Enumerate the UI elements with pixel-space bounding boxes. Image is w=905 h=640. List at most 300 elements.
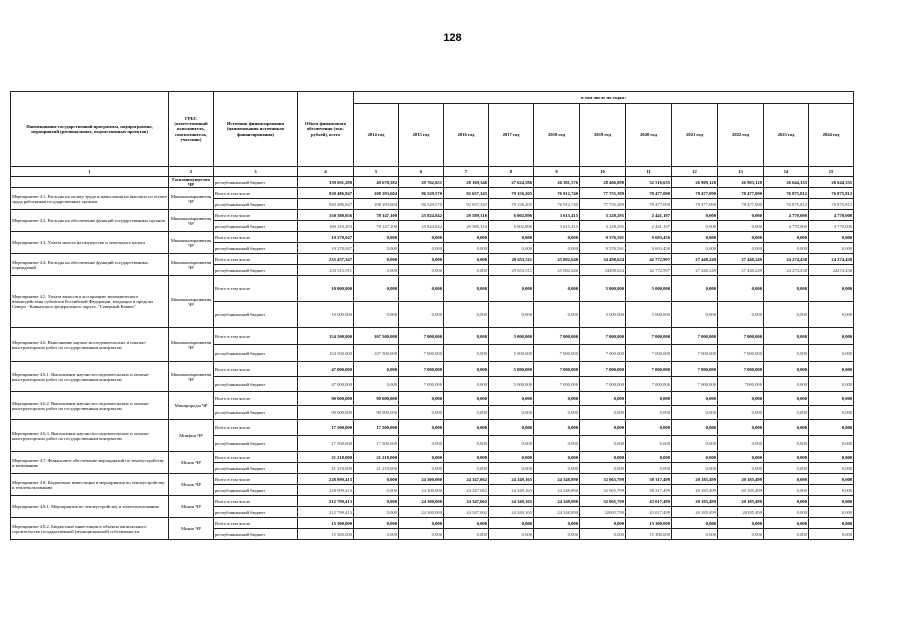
measure-year-value: 0,000 — [399, 232, 444, 243]
column-number: 3 — [214, 167, 298, 177]
measure-year-value: 0,000 — [354, 243, 399, 254]
measure-name: Мероприятие 4.1. Расходы на оплату труда и начисления на выплаты по оплате труда работников государственных органов — [11, 188, 169, 210]
measure-year-value: 0,000 — [718, 463, 764, 474]
measure-year-value: 7 000,000 — [626, 362, 672, 377]
header-name: Наименование государственной программы, подпрограммы, мероприятий (региональных, ведомственных проектов) — [11, 92, 169, 167]
measure-year-value: 0,000 — [354, 529, 399, 540]
measure-year-value: 0,000 — [809, 345, 854, 362]
measure-year-value: 108 293,604 — [354, 188, 399, 199]
total-year-value: 28 169,346 — [444, 177, 489, 188]
measure-year-value: 79 156,205 — [489, 188, 534, 199]
total-year-value: 26 903,128 — [718, 177, 764, 188]
measure-name: Мероприятие 4.6. Выполнение научно-исследовательских и опытно-конструкторских работ по государственным контрактам — [11, 328, 169, 362]
measure-year-value: 0,000 — [764, 243, 809, 254]
measure-row — [11, 452, 854, 463]
measure-year-value: 17 500,000 — [354, 420, 399, 436]
measure-year-value: 0,000 — [764, 276, 809, 302]
measure-volume: 235 437,347 — [298, 254, 354, 265]
measure-year-value: 0,000 — [718, 392, 764, 406]
measure-year-value: 0,000 — [809, 436, 854, 452]
measure-year-value: 58 317,499 — [626, 474, 672, 485]
measure-source: республиканский бюджет — [214, 485, 298, 496]
measure-year-value: 0,000 — [672, 529, 718, 540]
measure-volume: 10 000,000 — [298, 276, 354, 302]
measure-grbs: Минэкономразвития ЧР — [169, 210, 214, 232]
measure-year-value: 0,000 — [534, 463, 580, 474]
measure-volume: 920 486,847 — [298, 199, 354, 210]
column-number: 13 — [718, 167, 764, 177]
measure-year-value: 32 065,799 — [580, 474, 626, 485]
measure-year-value: 0,000 — [444, 345, 489, 362]
measure-volume: 212 799,413 — [298, 507, 354, 518]
header-year: 2017 год — [489, 104, 534, 167]
measure-year-value: 24 348,890 — [534, 485, 580, 496]
measure-year-value: 0,000 — [534, 392, 580, 406]
column-number: 10 — [580, 167, 626, 177]
measure-year-value: 58 317,499 — [626, 485, 672, 496]
measure-grbs: Минэкономразвития ЧР — [169, 276, 214, 328]
measure-source: республиканский бюджет — [214, 345, 298, 362]
measure-grbs: Минэкономразвития ЧР — [169, 232, 214, 254]
measure-year-value: 92 657,345 — [444, 199, 489, 210]
measure-row — [11, 254, 854, 265]
measure-year-value: 0,000 — [809, 518, 854, 529]
measure-year-value: 4 770,000 — [809, 221, 854, 232]
measure-year-value: 0,000 — [809, 302, 854, 328]
measure-grbs: Минфин ЧР — [169, 420, 214, 452]
measure-year-value: 24 347,062 — [444, 507, 489, 518]
measure-year-value: 0,000 — [809, 529, 854, 540]
measure-volume: 154 500,000 — [298, 345, 354, 362]
measure-year-value: 0,000 — [764, 345, 809, 362]
measure-year-value: 0,000 — [672, 452, 718, 463]
measure-year-value: 0,000 — [444, 452, 489, 463]
measure-source: Всего в том числе — [214, 276, 298, 302]
header-year: 2015 год — [399, 104, 444, 167]
measure-year-value: 7 000,000 — [626, 328, 672, 345]
measure-year-value: 24 274,438 — [809, 254, 854, 265]
measure-year-value: 0,000 — [580, 529, 626, 540]
measure-year-value: 7 000,000 — [672, 377, 718, 392]
measure-year-value: 0,000 — [444, 377, 489, 392]
measure-volume: 21 218,000 — [298, 452, 354, 463]
measure-year-value: 0,000 — [399, 392, 444, 406]
measure-year-value: 0,000 — [764, 362, 809, 377]
measure-year-value: 6 002,896 — [489, 221, 534, 232]
measure-year-value: 25 824,842 — [399, 210, 444, 221]
total-year-value: 26 381,576 — [534, 177, 580, 188]
measure-year-value: 78 147,100 — [354, 221, 399, 232]
total-year-value: 32 516,635 — [626, 177, 672, 188]
measure-year-value: 0,000 — [444, 302, 489, 328]
measure-name: Мероприятие 4.4. Расходы на обеспечение функций государственных учреждений — [11, 254, 169, 276]
measure-source: республиканский бюджет — [214, 302, 298, 328]
column-number: 11 — [626, 167, 672, 177]
measure-source: Всего в том числе — [214, 420, 298, 436]
total-year-value: 26 909,128 — [672, 177, 718, 188]
measure-name: Мероприятие 4.8. Бюджетные инвестиции в мероприятия по землеустройству и землепользованию — [11, 474, 169, 496]
measure-year-value: 7 000,000 — [626, 377, 672, 392]
measure-source: Всего в том числе — [214, 254, 298, 265]
page-number: 128 — [443, 32, 462, 44]
measure-year-value: 0,000 — [764, 452, 809, 463]
measure-row — [11, 362, 854, 377]
measure-year-value: 0,000 — [809, 420, 854, 436]
measure-year-value: 0,000 — [672, 406, 718, 420]
measure-year-value: 0,000 — [444, 232, 489, 243]
measure-year-value: 7 000,000 — [534, 328, 580, 345]
measure-year-value: 29 589,310 — [444, 221, 489, 232]
measure-year-value: 24 347,062 — [444, 474, 489, 485]
measure-year-value: 0,000 — [809, 474, 854, 485]
measure-volume: 15 300,000 — [298, 529, 354, 540]
measure-source: республиканский бюджет — [214, 463, 298, 474]
measure-source: Всего в том числе — [214, 452, 298, 463]
column-number: 8 — [489, 167, 534, 177]
measure-year-value: 0,000 — [399, 243, 444, 254]
measure-year-value: 24 274,438 — [764, 265, 809, 276]
measure-grbs: Минэк ЧР — [169, 496, 214, 518]
measure-year-value: 0,000 — [809, 507, 854, 518]
measure-row — [11, 496, 854, 507]
measure-year-value: 27 440,249 — [718, 254, 764, 265]
column-number: 5 — [354, 167, 399, 177]
measure-year-value: 0,000 — [444, 362, 489, 377]
measure-year-value: 0,000 — [354, 276, 399, 302]
column-number: 15 — [809, 167, 854, 177]
measure-year-value: 0,000 — [718, 420, 764, 436]
measure-year-value: 27 440,249 — [718, 265, 764, 276]
header-year: 2021 год — [672, 104, 718, 167]
measure-year-value: 21 218,000 — [354, 452, 399, 463]
measure-year-value: 7 000,000 — [718, 328, 764, 345]
measure-year-value: 108 293,604 — [354, 199, 399, 210]
measure-volume: 17 500,000 — [298, 420, 354, 436]
measure-year-value: 0,000 — [489, 302, 534, 328]
column-number: 1 — [11, 167, 169, 177]
measure-year-value: 0,000 — [354, 496, 399, 507]
measure-year-value: 0,000 — [444, 392, 489, 406]
measure-year-value: 0,000 — [580, 452, 626, 463]
measure-year-value: 0,000 — [354, 518, 399, 529]
measure-year-value: 9 576,591 — [580, 232, 626, 243]
measure-row — [11, 188, 854, 199]
measure-year-value: 0,000 — [444, 420, 489, 436]
header-volume: Объем финансового обеспечения (тыс. рублей), всего — [298, 92, 354, 167]
measure-name: Мероприятие 4.3. Уплата налога на имущество и земельного налога — [11, 232, 169, 254]
measure-year-value: 0,000 — [580, 463, 626, 474]
measure-source: республиканский бюджет — [214, 529, 298, 540]
measure-source: республиканский бюджет — [214, 436, 298, 452]
measure-year-value: 0,000 — [354, 377, 399, 392]
measure-year-value: 0,000 — [444, 463, 489, 474]
measure-year-value: 0,000 — [399, 406, 444, 420]
measure-year-value: 0,000 — [444, 406, 489, 420]
measure-year-value: 25 082,640 — [534, 254, 580, 265]
measure-year-value: 0,000 — [354, 485, 399, 496]
measure-year-value: 77 755,389 — [580, 188, 626, 199]
measure-year-value: 0,000 — [534, 452, 580, 463]
measure-year-value: 0,000 — [354, 474, 399, 485]
measure-year-value: 7 000,000 — [718, 362, 764, 377]
header-year: 2023 год — [764, 104, 809, 167]
measure-year-value: 79 156,205 — [489, 199, 534, 210]
measure-year-value: 0,000 — [534, 276, 580, 302]
measure-volume: 233 515,911 — [298, 265, 354, 276]
measure-year-value: 92 657,345 — [444, 188, 489, 199]
measure-year-value: 5 000,000 — [626, 302, 672, 328]
measure-year-value: 29 653,511 — [489, 265, 534, 276]
measure-year-value: 3 615,415 — [534, 221, 580, 232]
measure-year-value: 0,000 — [534, 420, 580, 436]
measure-year-value: 7 000,000 — [580, 345, 626, 362]
measure-year-value: 0,000 — [809, 328, 854, 345]
measure-year-value: 0,000 — [399, 463, 444, 474]
measure-year-value: 24 300,000 — [399, 474, 444, 485]
measure-year-value: 0,000 — [580, 406, 626, 420]
measure-row — [11, 392, 854, 406]
measure-volume: 150 380,056 — [298, 210, 354, 221]
measure-volume: 15 300,000 — [298, 518, 354, 529]
measure-year-value: 3 228,295 — [580, 221, 626, 232]
measure-grbs: Минэк ЧР — [169, 452, 214, 474]
measure-year-value: 7 000,000 — [580, 362, 626, 377]
total-year-value: 27 624,586 — [489, 177, 534, 188]
header-year: 2022 год — [718, 104, 764, 167]
measure-year-value: 7000,000 — [718, 377, 764, 392]
budget-table — [10, 91, 854, 540]
total-year-value: 29 762,651 — [399, 177, 444, 188]
measure-year-value: 0,000 — [718, 276, 764, 302]
measure-year-value: 0,000 — [489, 243, 534, 254]
column-number: 2 — [169, 167, 214, 177]
measure-year-value: 76 912,740 — [534, 199, 580, 210]
measure-year-value: 0,000 — [354, 362, 399, 377]
measure-year-value: 24 349,165 — [489, 474, 534, 485]
measure-year-value: 0,000 — [764, 507, 809, 518]
measure-volume: 47 000,000 — [298, 377, 354, 392]
measure-year-value: 0,000 — [764, 377, 809, 392]
measure-year-value: 78 477,090 — [672, 188, 718, 199]
measure-year-value: 0,000 — [354, 302, 399, 328]
measure-year-value: 0,000 — [444, 254, 489, 265]
measure-source: Всего в том числе — [214, 392, 298, 406]
measure-volume: 212 799,413 — [298, 496, 354, 507]
measure-year-value: 0,000 — [489, 463, 534, 474]
column-number: 7 — [444, 167, 489, 177]
measure-volume: 160 310,293 — [298, 221, 354, 232]
measure-volume: 19 270,047 — [298, 243, 354, 254]
measure-year-value: 0,000 — [626, 392, 672, 406]
measure-year-value: 0,000 — [399, 265, 444, 276]
measure-year-value: 43 017,499 — [626, 507, 672, 518]
measure-year-value: 0,000 — [489, 420, 534, 436]
measure-year-value: 0,000 — [444, 518, 489, 529]
measure-year-value: 0,000 — [809, 377, 854, 392]
measure-year-value: 0,000 — [626, 452, 672, 463]
measure-year-value: 3 615,415 — [534, 210, 580, 221]
measure-year-value: 0,000 — [809, 452, 854, 463]
measure-name: Мероприятие 4.5. Уплата взносов в ассоциацию экономического взаимодействия субъектов Российской Федерации, входящих в пределы Северо - Кавказского федерального округа, "Северный Кавказ" — [11, 276, 169, 328]
measure-source: Всего в том числе — [214, 232, 298, 243]
measure-year-value: 0,000 — [444, 265, 489, 276]
measure-year-value: 0,000 — [764, 485, 809, 496]
measure-year-value: 0,000 — [354, 507, 399, 518]
measure-year-value: 24 274,438 — [764, 254, 809, 265]
measure-year-value: 9 693,456 — [626, 232, 672, 243]
measure-year-value: 0,000 — [399, 452, 444, 463]
measure-year-value: 9 693,456 — [626, 243, 672, 254]
measure-year-value: 0,000 — [809, 362, 854, 377]
header-year: 2019 год — [580, 104, 626, 167]
measure-source: республиканский бюджет — [214, 377, 298, 392]
measure-year-value: 7 000,000 — [399, 328, 444, 345]
measure-volume: 228 099,413 — [298, 474, 354, 485]
measure-year-value: 0,000 — [718, 232, 764, 243]
measure-volume: 47 000,000 — [298, 362, 354, 377]
measure-year-value: 15 300,000 — [626, 518, 672, 529]
measure-volume: 228 099,413 — [298, 485, 354, 496]
measure-year-value: 3 228,295 — [580, 210, 626, 221]
measure-year-value: 0,000 — [764, 518, 809, 529]
measure-year-value: 0,000 — [399, 276, 444, 302]
measure-year-value: 0,000 — [672, 302, 718, 328]
measure-year-value: 0,000 — [809, 485, 854, 496]
measure-year-value: 0,000 — [718, 529, 764, 540]
header-year: 2018 год — [534, 104, 580, 167]
measure-grbs: Минэкономразвития ЧР — [169, 254, 214, 276]
measure-year-value: 20 185,499 — [672, 507, 718, 518]
measure-year-value: 0,000 — [672, 392, 718, 406]
measure-year-value: 0,000 — [672, 232, 718, 243]
measure-year-value: 5 000,000 — [580, 302, 626, 328]
measure-year-value: 77 755,389 — [580, 199, 626, 210]
measure-year-value: 24 300,000 — [399, 507, 444, 518]
measure-grbs: Минприроды ЧР — [169, 392, 214, 420]
measure-year-value: 78 477,090 — [672, 199, 718, 210]
total-grbs: Госкомимущество ЧР — [169, 177, 214, 188]
measure-year-value: 6 002,896 — [489, 210, 534, 221]
measure-year-value: 0,000 — [718, 243, 764, 254]
measure-year-value: 0,000 — [718, 436, 764, 452]
total-name-cell — [11, 177, 169, 188]
measure-year-value: 32 065,799 — [580, 496, 626, 507]
measure-year-value: 5 000,000 — [489, 328, 534, 345]
measure-volume: 920 486,847 — [298, 188, 354, 199]
measure-year-value: 0,000 — [626, 406, 672, 420]
measure-year-value: 0,000 — [764, 529, 809, 540]
measure-year-value: 0,000 — [672, 518, 718, 529]
measure-year-value: 7 000,000 — [626, 345, 672, 362]
measure-year-value: 7 000,000 — [672, 328, 718, 345]
measure-year-value: 96 529,570 — [399, 188, 444, 199]
measure-year-value: 78 477,090 — [718, 199, 764, 210]
measure-year-value: 7 000,000 — [534, 377, 580, 392]
measure-year-value: 7 000,000 — [399, 362, 444, 377]
measure-name: Мероприятие 4.6.3. Выполнение научно-исследовательских и опытно-конструкторских работ по государственным контрактам — [11, 420, 169, 452]
measure-name: Мероприятие 4.8.2. Бюджетные инвестиции в объекты капитального строительства государственной (муниципальной) собственности — [11, 518, 169, 540]
measure-year-value: 34498,624 — [580, 265, 626, 276]
measure-year-value: 0,000 — [489, 518, 534, 529]
measure-source: республиканский бюджет — [214, 199, 298, 210]
measure-grbs: Минэкономразвития ЧР — [169, 362, 214, 392]
measure-year-value: 15 300,000 — [626, 529, 672, 540]
measure-year-value: 0,000 — [489, 406, 534, 420]
measure-year-value: 76 912,740 — [534, 188, 580, 199]
measure-name: Мероприятие 4.7. Финансовое обеспечение мероприятий по землеустройству и межеванию — [11, 452, 169, 474]
measure-year-value: 7 000,000 — [580, 377, 626, 392]
measure-year-value: 20 185,499 — [718, 485, 764, 496]
measure-volume: 21 218,000 — [298, 463, 354, 474]
measure-year-value: 29 589,310 — [444, 210, 489, 221]
measure-year-value: 0,000 — [580, 436, 626, 452]
measure-year-value: 0,000 — [444, 276, 489, 302]
measure-year-value: 43 017,499 — [626, 496, 672, 507]
measure-year-value: 0,000 — [444, 529, 489, 540]
measure-year-value: 0,000 — [672, 210, 718, 221]
measure-row — [11, 232, 854, 243]
measure-year-value: 0,000 — [580, 392, 626, 406]
measure-year-value: 0,000 — [534, 406, 580, 420]
measure-year-value: 0,000 — [354, 265, 399, 276]
measure-year-value: 17 500,000 — [354, 436, 399, 452]
measure-source: республиканский бюджет — [214, 243, 298, 254]
measure-grbs: Минэк ЧР — [169, 474, 214, 496]
header-years-group: в том числе по годам: — [354, 92, 854, 104]
measure-year-value: 5 000,000 — [489, 362, 534, 377]
measure-volume: 19 270,047 — [298, 232, 354, 243]
measure-year-value: 7 000,000 — [718, 345, 764, 362]
header-source: Источник финансирования (наименования источников финансирования) — [214, 92, 298, 167]
measure-volume: 90 000,000 — [298, 392, 354, 406]
measure-year-value: 0,000 — [718, 210, 764, 221]
measure-year-value: 0,000 — [534, 302, 580, 328]
measure-year-value: 0,000 — [672, 420, 718, 436]
measure-year-value: 2 441,197 — [626, 221, 672, 232]
measure-name: Мероприятие 4.6.1. Выполнение научно-исследовательских и опытно-конструкторских работ по государственным контрактам — [11, 362, 169, 392]
header-column-numbers — [11, 167, 854, 177]
measure-year-value: 0,000 — [354, 254, 399, 265]
measure-year-value: 0,000 — [764, 436, 809, 452]
measure-year-value: 0,000 — [534, 436, 580, 452]
measure-name: Мероприятие 4.8.1. Мероприятия по землеустройству и землепользованию — [11, 496, 169, 518]
measure-year-value: 29 653,511 — [489, 254, 534, 265]
measure-year-value: 27 440,249 — [672, 265, 718, 276]
measure-year-value: 0,000 — [672, 276, 718, 302]
measure-year-value: 5 000,000 — [580, 276, 626, 302]
measure-year-value: 0,000 — [534, 232, 580, 243]
measure-year-value: 0,000 — [489, 452, 534, 463]
measure-year-value: 0,000 — [444, 328, 489, 345]
measure-source: республиканский бюджет — [214, 265, 298, 276]
measure-year-value: 24 300,000 — [399, 496, 444, 507]
measure-year-value: 0,000 — [809, 496, 854, 507]
measure-source: Всего в том числе — [214, 496, 298, 507]
column-number: 4 — [298, 167, 354, 177]
measure-year-value: 7 000,000 — [399, 377, 444, 392]
measure-year-value: 0,000 — [764, 474, 809, 485]
measure-year-value: 5 000,000 — [489, 345, 534, 362]
measure-year-value: 0,000 — [809, 243, 854, 254]
measure-year-value: 0,000 — [399, 529, 444, 540]
measure-year-value: 0,000 — [718, 406, 764, 420]
measure-year-value: 20 185,499 — [718, 496, 764, 507]
measure-year-value: 76 875,812 — [764, 199, 809, 210]
measure-source: Всего в том числе — [214, 474, 298, 485]
measure-year-value: 0,000 — [444, 243, 489, 254]
measure-year-value: 34 498,624 — [580, 254, 626, 265]
measure-year-value: 24 347,062 — [444, 485, 489, 496]
